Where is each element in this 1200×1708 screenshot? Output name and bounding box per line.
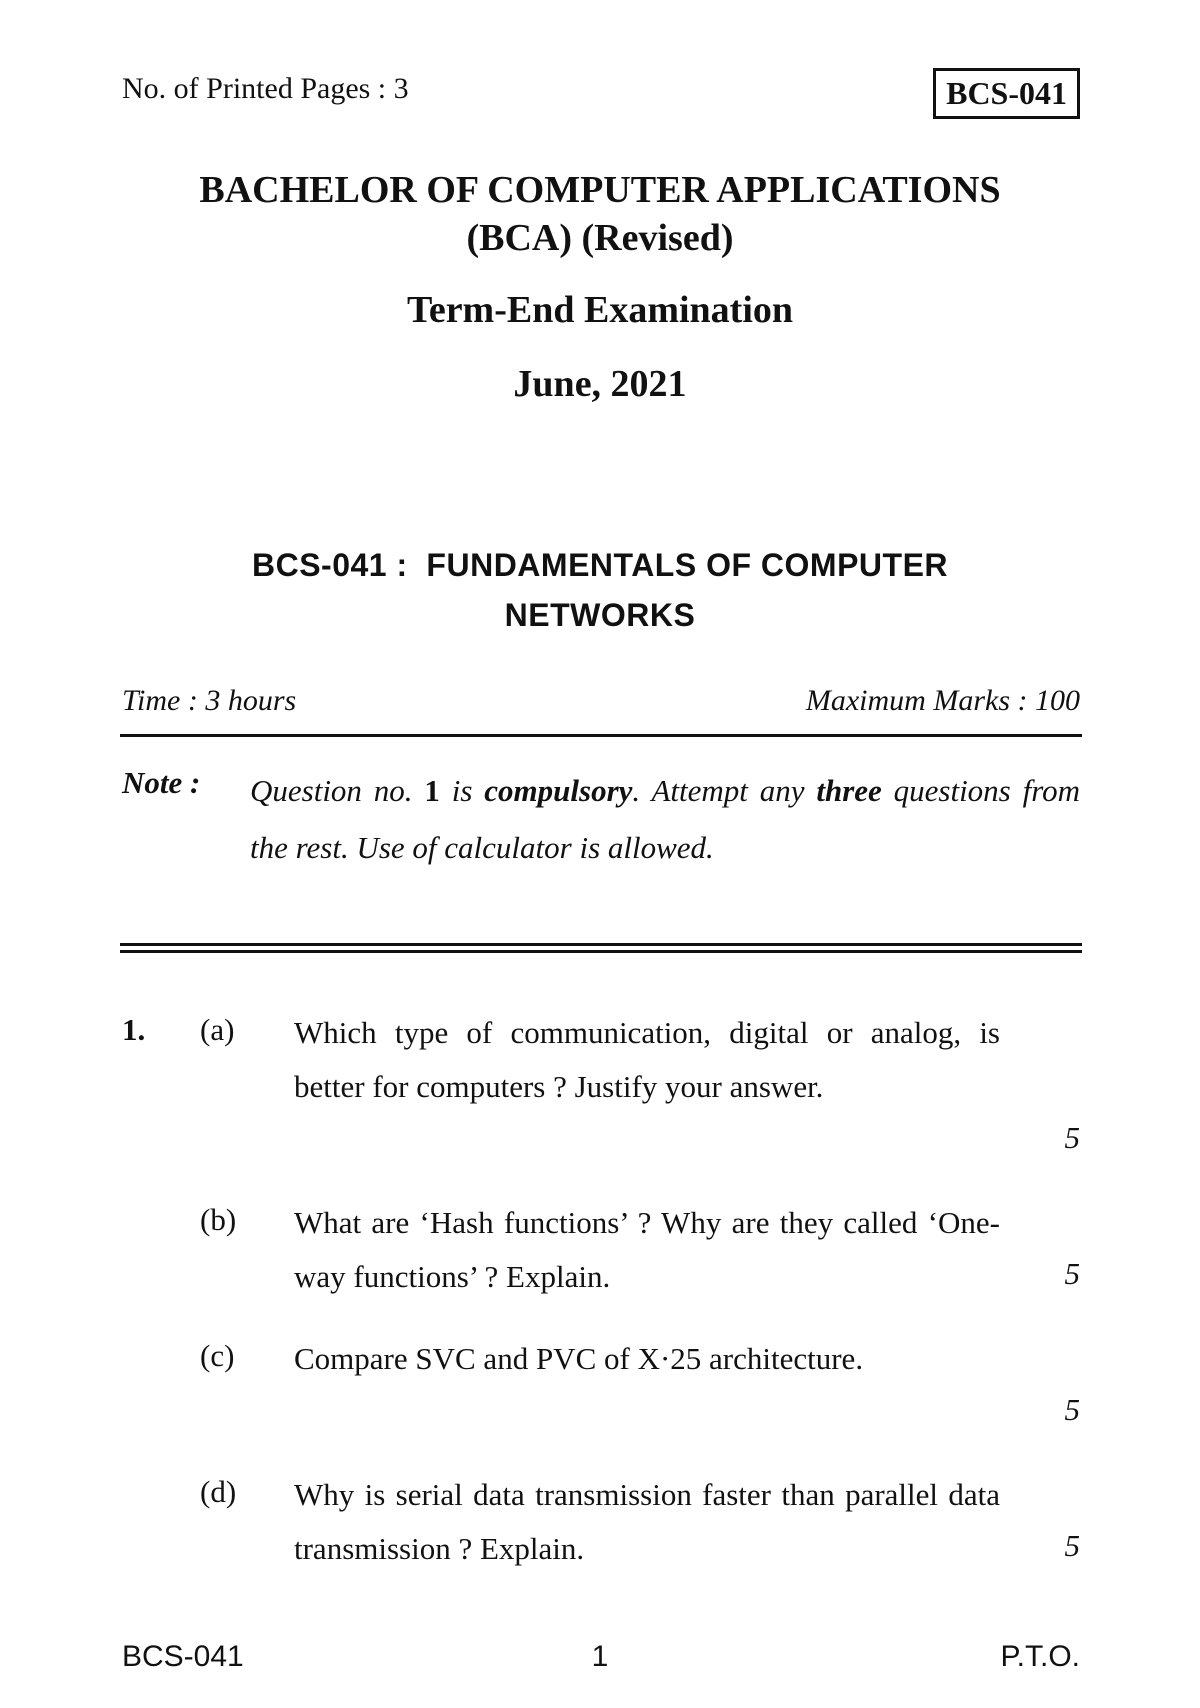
part-label: (c) <box>200 1338 235 1373</box>
printed-pages-count: No. of Printed Pages : 3 <box>122 72 409 105</box>
exam-date: June, 2021 <box>513 363 687 405</box>
footer-course-code: BCS-041 <box>122 1640 244 1673</box>
part-label: (d) <box>200 1474 237 1509</box>
part-marks: 5 <box>1064 1120 1080 1155</box>
part-text: Compare SVC and PVC of X·25 architecture. <box>294 1341 864 1376</box>
part-label: (b) <box>200 1202 237 1237</box>
exam-type: Term-End Examination <box>406 289 794 331</box>
exam-time: Time : 3 hours <box>122 684 297 717</box>
note-text-part: Question no. <box>250 773 425 808</box>
subject-title-line1: BCS-041 : FUNDAMENTALS OF COMPUTER <box>251 547 949 583</box>
page-number: 1 <box>591 1640 609 1673</box>
note-compulsory: compulsory <box>484 773 633 808</box>
double-rule-bottom <box>120 950 1082 953</box>
part-marks: 5 <box>1064 1392 1080 1427</box>
part-marks: 5 <box>1064 1528 1080 1563</box>
note-text <box>250 762 1080 876</box>
part-text: What are ‘Hash functions’ ? Why are they called ‘One-way functions’ ? Explain. <box>294 1205 1000 1294</box>
double-rule-top <box>120 943 1082 946</box>
please-turn-over: P.T.O. <box>1000 1640 1080 1673</box>
note-three: three <box>816 773 882 808</box>
question-number: 1. <box>122 1012 146 1047</box>
programme-subtitle: (BCA) (Revised) <box>466 217 734 259</box>
part-label: (a) <box>200 1012 235 1047</box>
note-label: Note : <box>122 765 201 800</box>
programme-title: BACHELOR OF COMPUTER APPLICATIONS <box>199 169 1001 211</box>
subject-title <box>0 540 1200 640</box>
part-marks: 5 <box>1064 1256 1080 1291</box>
note-question-number: 1 <box>424 773 440 808</box>
subject-title-line2: NETWORKS <box>504 597 696 633</box>
course-code-box: BCS-041 <box>933 68 1080 119</box>
note-text-part: questions from the rest. Use of calculator is allowed. <box>250 773 1081 865</box>
note-text-part: . Attempt any <box>632 773 817 808</box>
note-text-part: is <box>439 773 485 808</box>
part-text: Which type of communication, digital or analog, is better for computers ? Justify your answer. <box>294 1015 1000 1104</box>
maximum-marks: Maximum Marks : 100 <box>805 684 1080 717</box>
part-text: Why is serial data transmission faster than parallel data transmission ? Explain. <box>294 1477 1000 1566</box>
divider-rule <box>120 734 1082 737</box>
